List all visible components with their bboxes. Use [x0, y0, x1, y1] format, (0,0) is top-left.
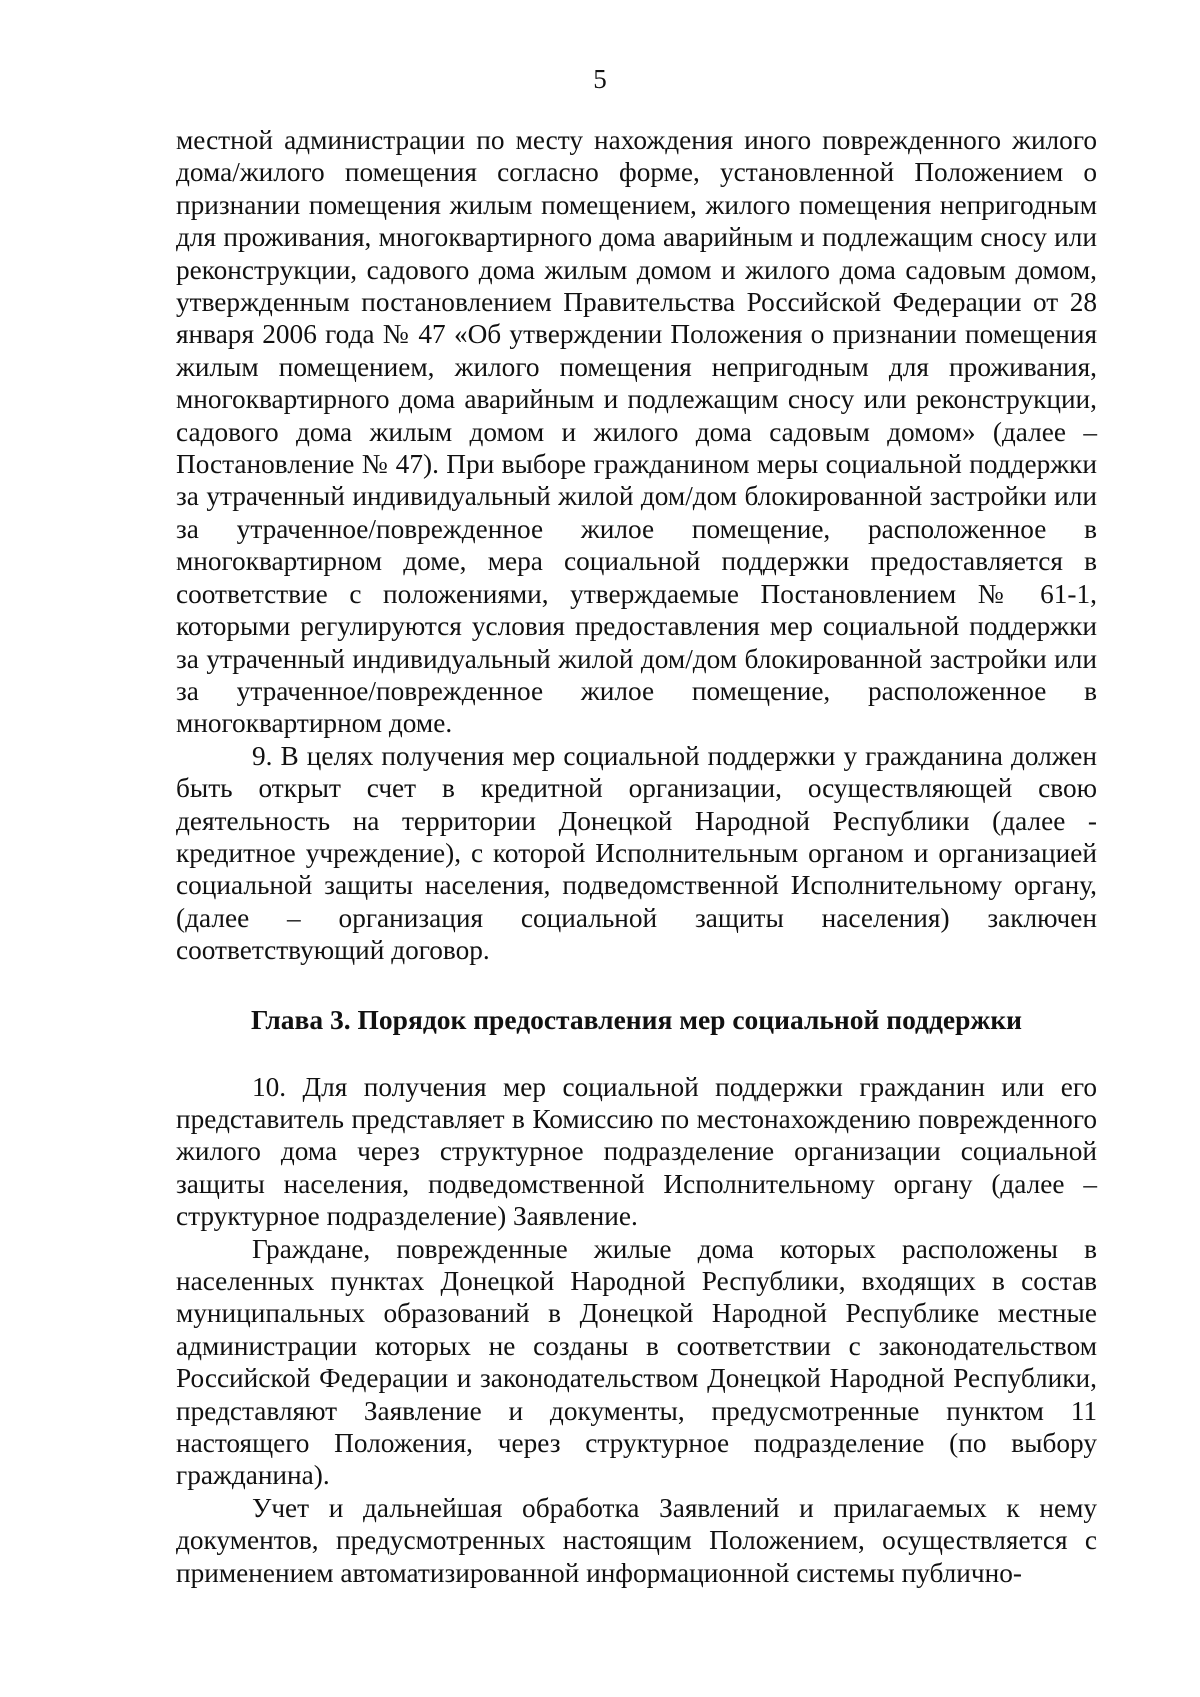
paragraph-continuation: местной администрации по месту нахождения иного поврежденного жилого дома/жилого помещения согласно форме, установленной Положением о признании помещения жилым помещением, жилого помещения непригодным для проживания, многоквартирного дома аварийным и подлежащим сносу или реконструкции, садового дома жилым домом и жилого дома садовым домом, утвержденным постановлением Правительства Российской Федерации от 28 января 2006 года № 47 «Об утверждении Положения о признании помещения жилым помещением, жилого помещения непригодным для проживания, многоквартирного дома аварийным и подлежащим сносу или реконструкции, садового дома жилым домом и жилого дома садовым домом» (далее – Постановление № 47). При выборе гражданином меры социальной поддержки за утраченный индивидуальный жилой дом/дом блокированной застройки или за утраченное/поврежденное жилое помещение, расположенное в многоквартирном доме, мера социальной поддержки предоставляется в соответствие с положениями, утверждаемые Постановлением № 61-1, которыми регулируются условия предоставления мер социальной поддержки за утраченный индивидуальный жилой дом/дом блокированной застройки или за утраченное/поврежденное жилое помещение, расположенное в многоквартирном доме.: [176, 125, 1097, 739]
chapter-3-title: Глава 3. Порядок предоставления мер социальной поддержки: [250, 1003, 1023, 1035]
paragraph-10-citizens: Граждане, поврежденные жилые дома которых расположены в населенных пунктах Донецкой Народной Республики, входящих в состав муниципальных образований в Донецкой Народной Республике местные администрации которых не созданы в соответствии с законодательством Российской Федерации и законодательством Донецкой Народной Республики, представляют Заявление и документы, предусмотренные пунктом 11 настоящего Положения, через структурное подразделение (по выбору гражданина).: [176, 1233, 1097, 1491]
paragraph-9: 9. В целях получения мер социальной поддержки у гражданина должен быть открыт счет в кредитной организации, осуществляющей свою деятельность на территории Донецкой Народной Республики (далее - кредитное учреждение), с которой Исполнительным органом и организацией социальной защиты населения, подведомственной Исполнительному органу, (далее – организация социальной защиты населения) заключен соответствующий договор.: [176, 740, 1097, 966]
page-number: 5: [593, 64, 607, 94]
paragraph-10: 10. Для получения мер социальной поддержки гражданин или его представитель представляет в Комиссию по местонахождению поврежденного жилого дома через структурное подразделение организации социальной защиты населения, подведомственной Исполнительному органу (далее – структурное подразделение) Заявление.: [176, 1071, 1097, 1232]
document-body: [176, 124, 1097, 1589]
paragraph-10-processing: Учет и дальнейшая обработка Заявлений и прилагаемых к нему документов, предусмотренных настоящим Положением, осуществляется с применением автоматизированной информационной системы публично-: [176, 1492, 1097, 1588]
